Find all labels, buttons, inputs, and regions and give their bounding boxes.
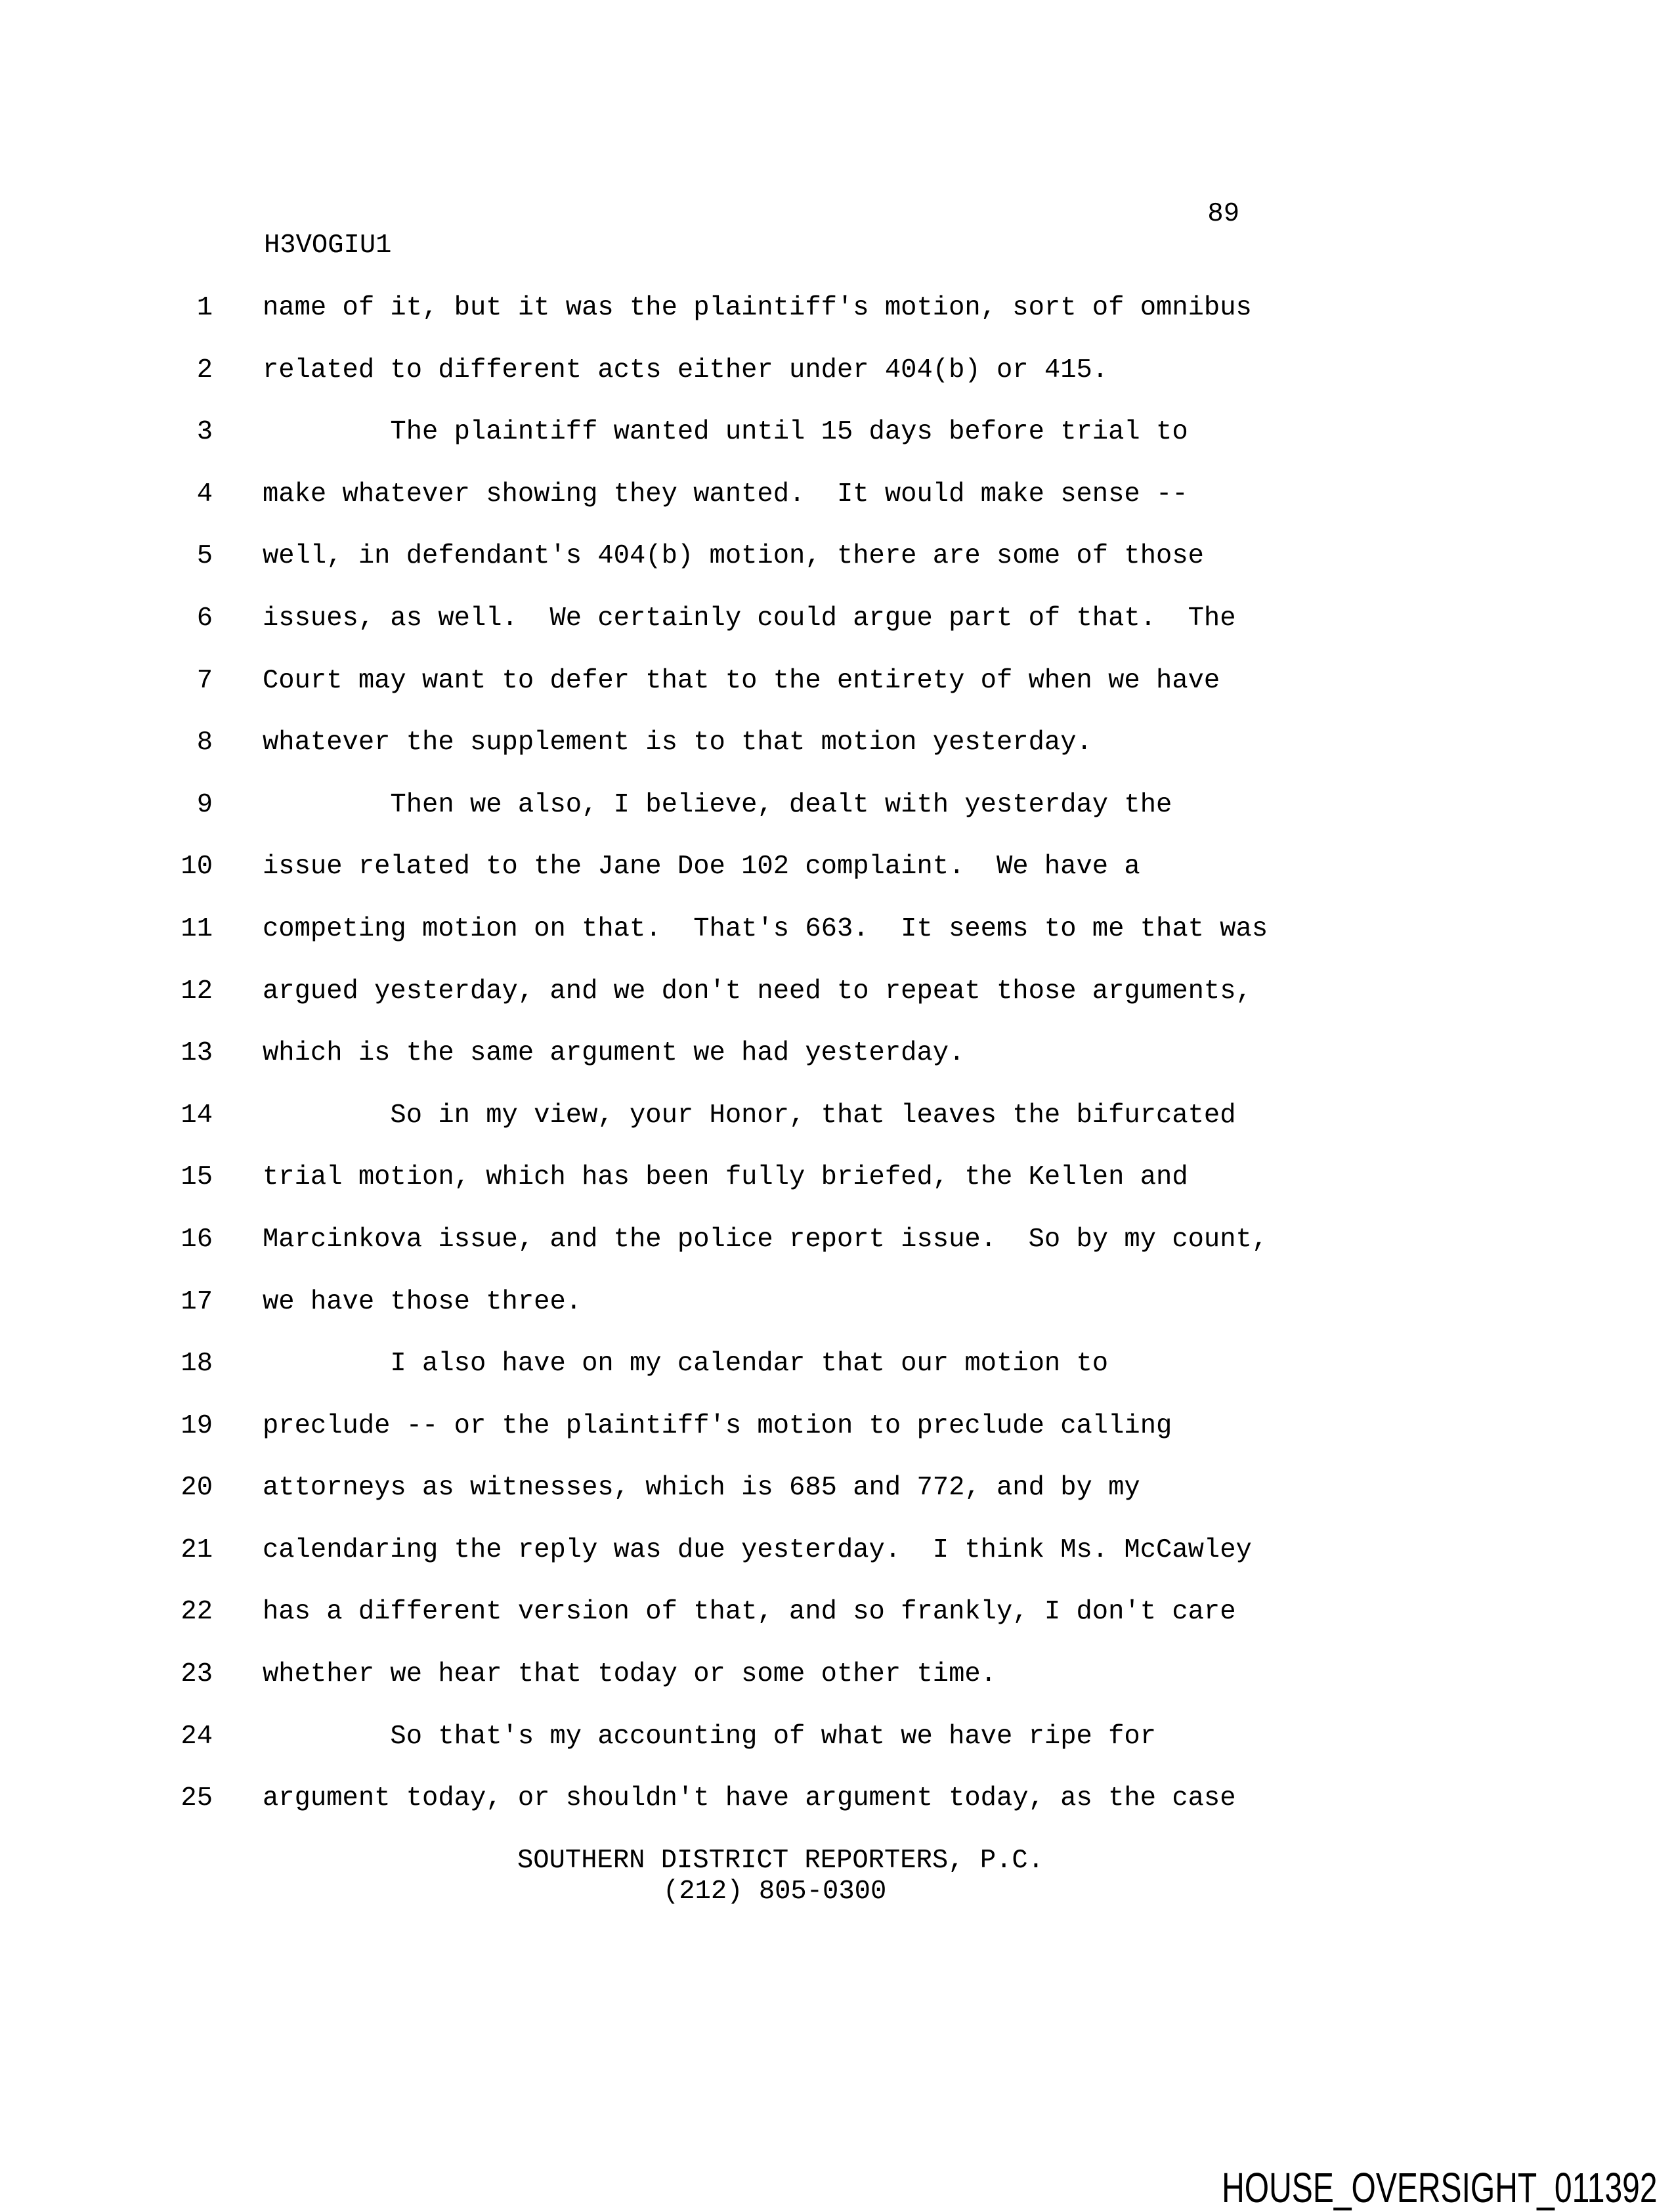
line-number: 15 <box>181 1162 213 1193</box>
line-text: whether we hear that today or some other time. <box>263 1659 997 1690</box>
line-text: Marcinkova issue, and the police report issue. So by my count, <box>263 1224 1268 1255</box>
line-number: 21 <box>181 1534 213 1565</box>
transcript-line <box>0 836 1674 898</box>
line-number: 2 <box>196 355 213 385</box>
transcript-line <box>0 1643 1674 1706</box>
line-text: which is the same argument we had yesterday. <box>263 1038 965 1069</box>
line-number: 14 <box>181 1100 213 1131</box>
transcript-line <box>0 277 1674 339</box>
line-number: 17 <box>181 1286 213 1317</box>
line-number: 18 <box>181 1349 213 1379</box>
transcript-line <box>0 339 1674 402</box>
line-text: Court may want to defer that to the entirety of when we have <box>263 665 1220 696</box>
line-text: So that's my accounting of what we have ripe for <box>263 1721 1157 1752</box>
transcript-line <box>0 1022 1674 1085</box>
line-number: 19 <box>181 1410 213 1441</box>
transcript-line <box>0 401 1674 464</box>
line-number: 13 <box>181 1038 213 1069</box>
line-number: 8 <box>196 727 213 758</box>
footer-phone-number: (212) 805-0300 <box>663 1876 887 1907</box>
line-number: 22 <box>181 1597 213 1628</box>
line-text: argued yesterday, and we don't need to repeat those arguments, <box>263 976 1252 1007</box>
line-number: 1 <box>196 293 213 323</box>
line-text: attorneys as witnesses, which is 685 and 772, and by my <box>263 1473 1140 1504</box>
line-number: 3 <box>196 417 213 448</box>
line-number: 25 <box>181 1783 213 1814</box>
line-text: argument today, or shouldn't have argument today, as the case <box>263 1783 1236 1814</box>
line-text: whatever the supplement is to that motion yesterday. <box>263 727 1092 758</box>
line-number: 9 <box>196 789 213 820</box>
footer-reporters-name: SOUTHERN DISTRICT REPORTERS, P.C. <box>517 1846 1044 1876</box>
transcript-line <box>0 1457 1674 1519</box>
transcript-line <box>0 1519 1674 1582</box>
transcript-line <box>0 1146 1674 1209</box>
line-text: So in my view, your Honor, that leaves the bifurcated <box>263 1100 1236 1131</box>
transcript-line <box>0 650 1674 712</box>
transcript-line <box>0 1395 1674 1458</box>
line-number: 6 <box>196 603 213 634</box>
transcript-line <box>0 774 1674 836</box>
transcript-line <box>0 898 1674 961</box>
line-text: related to different acts either under 404(b) or 415. <box>263 355 1109 385</box>
transcript-line <box>0 1085 1674 1147</box>
line-number: 10 <box>181 852 213 882</box>
line-text: has a different version of that, and so frankly, I don't care <box>263 1597 1236 1628</box>
line-number: 23 <box>181 1659 213 1690</box>
line-text: we have those three. <box>263 1286 582 1317</box>
line-text: The plaintiff wanted until 15 days before trial to <box>263 417 1188 448</box>
line-text: issues, as well. We certainly could argue part of that. The <box>263 603 1236 634</box>
line-number: 5 <box>196 541 213 572</box>
page-number: 89 <box>1207 199 1239 229</box>
line-text: name of it, but it was the plaintiff's motion, sort of omnibus <box>263 293 1252 323</box>
bates-stamp: HOUSE_OVERSIGHT_011392 <box>1222 2164 1658 2211</box>
line-number: 12 <box>181 976 213 1007</box>
transcript-line <box>0 1706 1674 1768</box>
line-number: 24 <box>181 1721 213 1752</box>
transcript-line <box>0 961 1674 1023</box>
line-text: preclude -- or the plaintiff's motion to preclude calling <box>263 1410 1172 1441</box>
transcript-header-code: H3VOGIU1 <box>264 230 392 261</box>
line-text: well, in defendant's 404(b) motion, there are some of those <box>263 541 1204 572</box>
transcript-line <box>0 1209 1674 1271</box>
line-number: 20 <box>181 1473 213 1504</box>
line-text: I also have on my calendar that our motion to <box>263 1349 1109 1379</box>
transcript-line <box>0 1333 1674 1395</box>
transcript-line <box>0 1271 1674 1334</box>
line-number: 16 <box>181 1224 213 1255</box>
line-text: calendaring the reply was due yesterday. I think Ms. McCawley <box>263 1534 1252 1565</box>
transcript-line <box>0 525 1674 588</box>
transcript-line <box>0 1581 1674 1643</box>
line-text: issue related to the Jane Doe 102 complaint. We have a <box>263 852 1140 882</box>
line-text: Then we also, I believe, dealt with yesterday the <box>263 789 1172 820</box>
transcript-line <box>0 1767 1674 1830</box>
line-number: 11 <box>181 913 213 944</box>
line-text: competing motion on that. That's 663. It seems to me that was <box>263 913 1268 944</box>
transcript-line <box>0 712 1674 774</box>
transcript-line <box>0 588 1674 650</box>
line-number: 7 <box>196 665 213 696</box>
line-text: trial motion, which has been fully briefed, the Kellen and <box>263 1162 1188 1193</box>
line-text: make whatever showing they wanted. It would make sense -- <box>263 479 1188 510</box>
transcript-lines <box>0 277 1674 1830</box>
transcript-line <box>0 464 1674 526</box>
line-number: 4 <box>196 479 213 510</box>
